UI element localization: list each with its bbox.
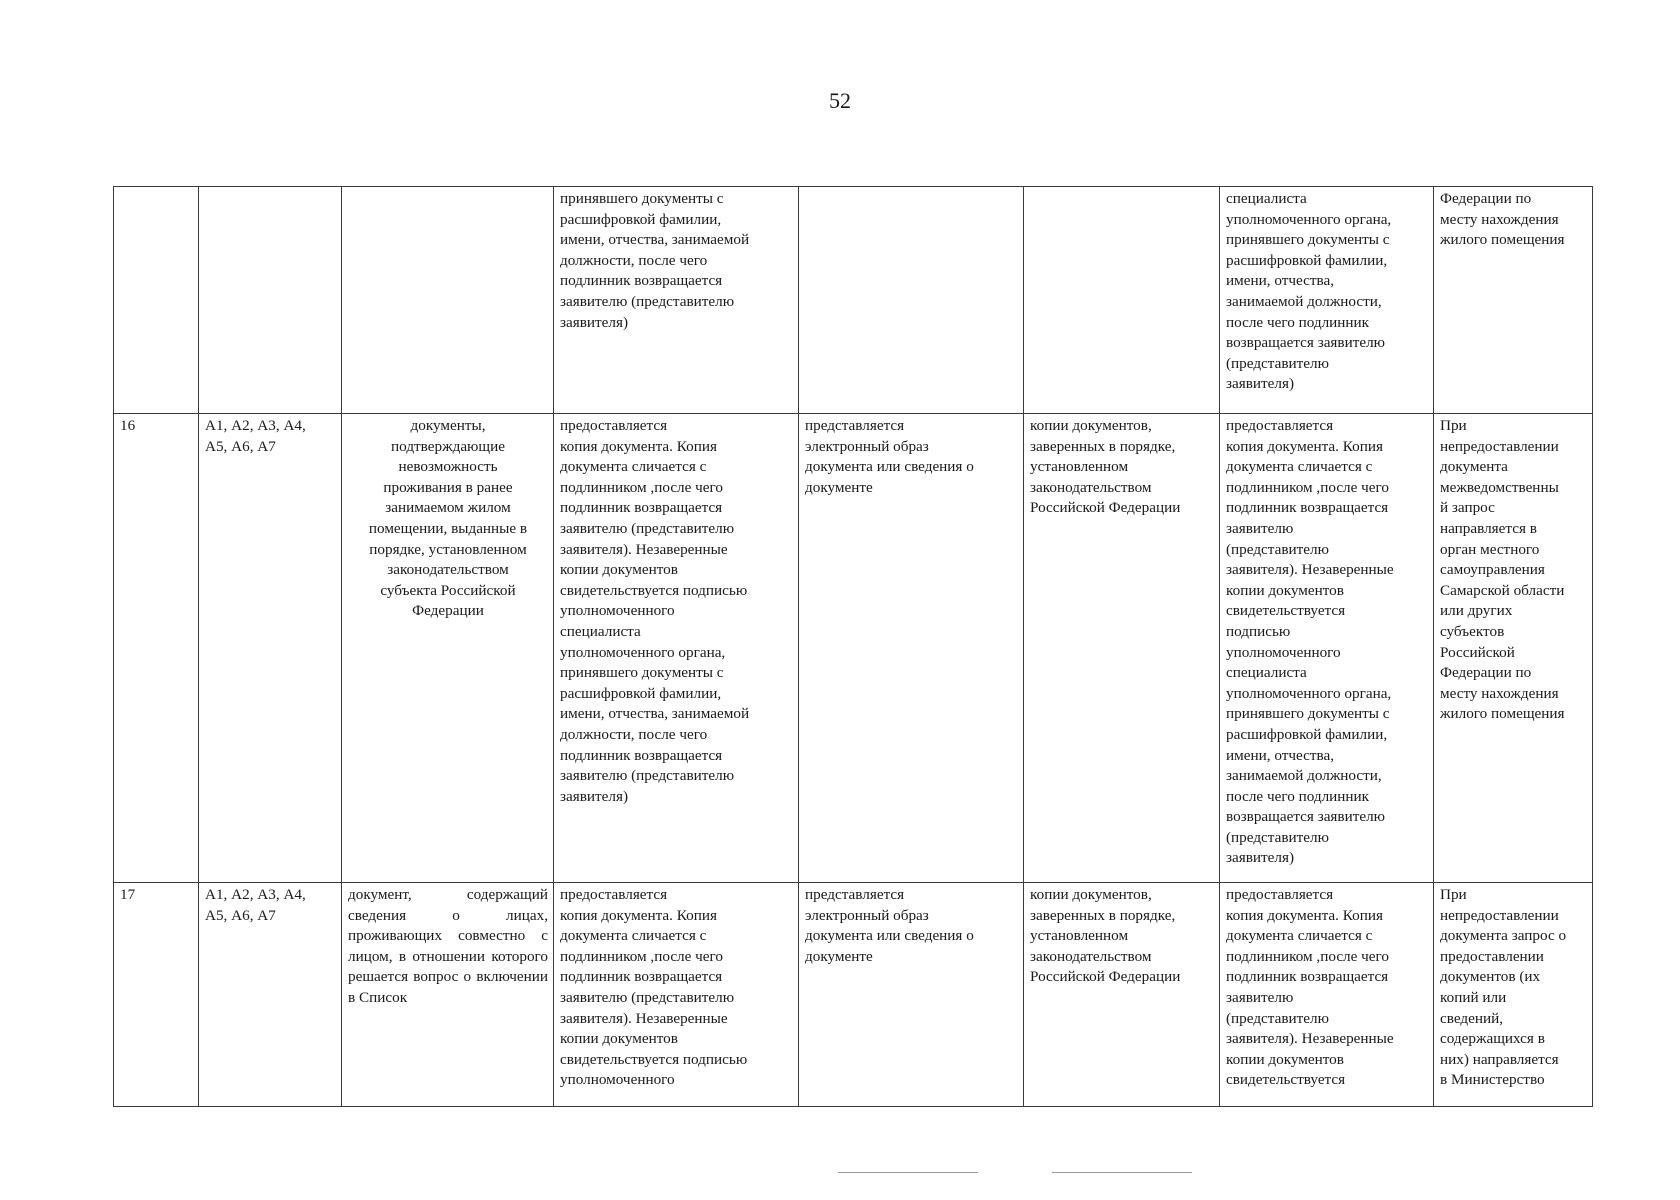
submission-by-mail-cell — [1024, 187, 1220, 414]
interagency-request-cell: Федерации по месту нахождения жилого помещения — [1434, 187, 1593, 414]
interagency-request-cell: При непредоставлении документа межведомственны й запрос направляется в орган местного самоуправления Самарской области или других субъектов Российской Федерации по месту нахождения жилого помещения — [1434, 414, 1593, 883]
documents-table — [113, 186, 1593, 1107]
row-number-cell: 16 — [114, 414, 199, 883]
submission-in-person-cell: предоставляется копия документа. Копия документа сличается с подлинником ,после чего подлинник возвращается заявителю (представителю заявителя). Незаверенные копии документов свидетельствуется подписью уполномоченного — [554, 883, 799, 1107]
submission-mfc-cell: предоставляется копия документа. Копия документа сличается с подлинником ,после чего подлинник возвращается заявителю (представителю заявителя). Незаверенные копии документов свидетельствуется — [1220, 883, 1434, 1107]
submission-in-person-cell: принявшего документы с расшифровкой фамилии, имени, отчества, занимаемой должности, после чего подлинник возвращается заявителю (представителю заявителя) — [554, 187, 799, 414]
document-name-cell: документы, подтверждающие невозможность проживания в ранее занимаемом жилом помещении, выданные в порядке, установленном законодательством субъекта Российской Федерации — [342, 414, 554, 883]
submission-by-mail-cell: копии документов, заверенных в порядке, установленном законодательством Российской Федерации — [1024, 414, 1220, 883]
submission-mfc-cell: предоставляется копия документа. Копия документа сличается с подлинником ,после чего подлинник возвращается заявителю (представителю заявителя). Незаверенные копии документов свидетельствуется подписью уполномоченного специалиста уполномоченного органа, принявшего документы с расшифровкой фамилии, имени, отчества, занимаемой должности, после чего подлинник возвращается заявителю (представителю заявителя) — [1220, 414, 1434, 883]
submission-electronic-cell: представляется электронный образ документа или сведения о документе — [799, 883, 1024, 1107]
submission-in-person-cell: предоставляется копия документа. Копия документа сличается с подлинником ,после чего подлинник возвращается заявителю (представителю заявителя). Незаверенные копии документов свидетельствуется подписью уполномоченного специалиста уполномоченного органа, принявшего документы с расшифровкой фамилии, имени, отчества, занимаемой должности, после чего подлинник возвращается заявителю (представителю заявителя) — [554, 414, 799, 883]
footer-divider — [838, 1172, 978, 1173]
applicant-codes-cell: А1, А2, А3, А4, А5, А6, А7 — [199, 883, 342, 1107]
row-number-cell: 17 — [114, 883, 199, 1107]
applicant-codes-cell: А1, А2, А3, А4, А5, А6, А7 — [199, 414, 342, 883]
footer-divider — [1052, 1172, 1192, 1173]
interagency-request-cell: При непредоставлении документа запрос о предоставлении документов (их копий или сведений, содержащихся в них) направляется в Министерство — [1434, 883, 1593, 1107]
applicant-codes-cell — [199, 187, 342, 414]
submission-electronic-cell — [799, 187, 1024, 414]
document-name-cell — [342, 187, 554, 414]
submission-electronic-cell: представляется электронный образ документа или сведения о документе — [799, 414, 1024, 883]
submission-by-mail-cell: копии документов, заверенных в порядке, установленном законодательством Российской Федерации — [1024, 883, 1220, 1107]
page-number: 52 — [829, 88, 851, 113]
table-row — [114, 414, 1593, 883]
table-row — [114, 883, 1593, 1107]
document-name-cell: документ, содержащий сведения о лицах, проживающих совместно с лицом, в отношении которого решается вопрос о включении в Список — [342, 883, 554, 1107]
row-number-cell — [114, 187, 199, 414]
table-row — [114, 187, 1593, 414]
submission-mfc-cell: специалиста уполномоченного органа, принявшего документы с расшифровкой фамилии, имени, отчества, занимаемой должности, после чего подлинник возвращается заявителю (представителю заявителя) — [1220, 187, 1434, 414]
